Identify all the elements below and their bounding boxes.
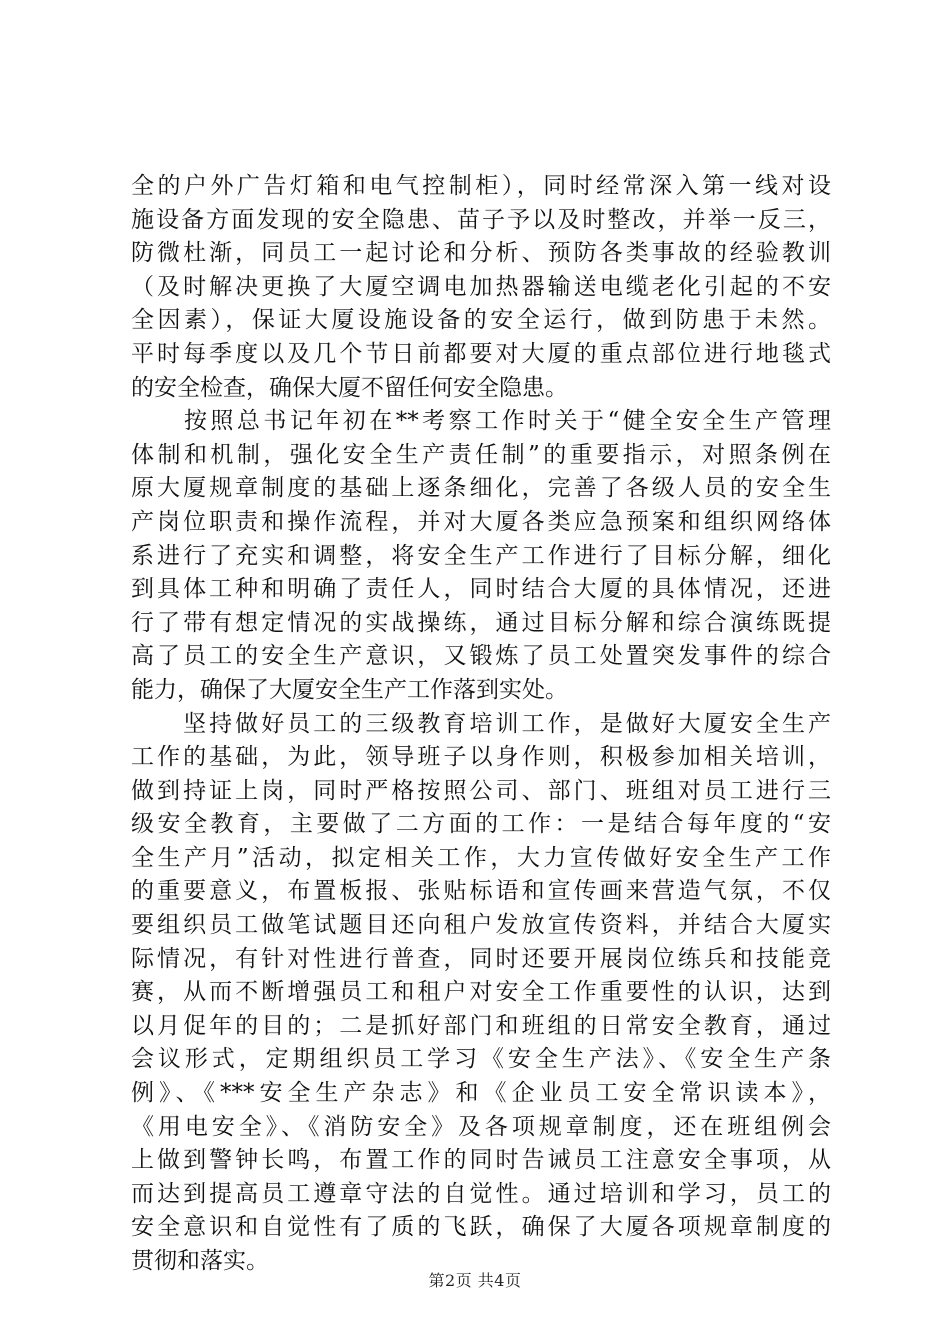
text-line: 贯彻和落实。: [131, 1248, 269, 1274]
page-number: 第2页 共4页: [428, 1271, 522, 1290]
text-line: 全因素），保证大厦设施设备的安全运行，做到防患于未然。: [131, 307, 831, 334]
text-line: 产岗位职责和操作流程，并对大厦各类应急预案和组织网络体: [131, 508, 831, 535]
text-line: 会议形式，定期组织员工学习《安全生产法》、《安全生产条: [131, 1046, 831, 1073]
text-line: 际情况，有针对性进行普查，同时还要开展岗位练兵和技能竞: [131, 945, 831, 972]
text-line: 的安全检查，确保大厦不留任何安全隐患。: [131, 374, 568, 401]
text-line: 全的户外广告灯箱和电气控制柜），同时经常深入第一线对设: [131, 173, 831, 199]
text-line: 赛，从而不断增强员工和租户对安全工作重要性的认识，达到: [131, 979, 831, 1006]
text-line: 行了带有想定情况的实战操练，通过目标分解和综合演练既提: [131, 609, 831, 636]
text-line: 做到持证上岗，同时严格按照公司、部门、班组对员工进行三: [131, 777, 831, 804]
text-line: 安全意识和自觉性有了质的飞跃，确保了大厦各项规章制度的: [131, 1214, 831, 1241]
document-body: [131, 170, 831, 1279]
text-line: 平时每季度以及几个节日前都要对大厦的重点部位进行地毯式: [131, 340, 831, 367]
text-line: 原大厦规章制度的基础上逐条细化，完善了各级人员的安全生: [131, 475, 831, 502]
text-line: 施设备方面发现的安全隐患、苗子予以及时整改，并举一反三，: [131, 206, 831, 233]
text-line: 坚持做好员工的三级教育培训工作，是做好大厦安全生产: [131, 710, 831, 737]
paragraph-facility-safety: [131, 170, 831, 405]
text-line: 而达到提高员工遵章守法的自觉性。通过培训和学习，员工的: [131, 1180, 831, 1207]
text-line: 级安全教育，主要做了二方面的工作：一是结合每年度的“安: [131, 811, 831, 838]
text-line: 《用电安全》、《消防安全》及各项规章制度，还在班组例会: [131, 1113, 831, 1140]
paragraph-training-education: [131, 708, 831, 1279]
text-line: 要组织员工做笔试题目还向租户发放宣传资料，并结合大厦实: [131, 912, 831, 939]
text-line: 按照总书记年初在**考察工作时关于“健全安全生产管理: [131, 408, 831, 435]
text-line: 上做到警钟长鸣，布置工作的同时告诫员工注意安全事项，从: [131, 1147, 831, 1174]
text-line: 全生产月”活动，拟定相关工作，大力宣传做好安全生产工作: [131, 844, 831, 871]
text-line: 防微杜渐，同员工一起讨论和分析、预防各类事故的经验教训: [131, 240, 831, 267]
paragraph-responsibility-system: [131, 405, 831, 707]
text-line: 体制和机制，强化安全生产责任制”的重要指示，对照条例在: [131, 441, 831, 468]
text-line: 工作的基础，为此，领导班子以身作则，积极参加相关培训，: [131, 744, 831, 771]
text-line: 到具体工种和明确了责任人，同时结合大厦的具体情况，还进: [131, 576, 831, 603]
text-line: 高了员工的安全生产意识，又锻炼了员工处置突发事件的综合: [131, 643, 831, 670]
text-line: 以月促年的目的；二是抓好部门和班组的日常安全教育，通过: [131, 1012, 831, 1039]
text-line: 能力，确保了大厦安全生产工作落到实处。: [131, 676, 568, 703]
text-line: （及时解决更换了大厦空调电加热器输送电缆老化引起的不安: [131, 273, 831, 300]
text-line: 的重要意义，布置板报、张贴标语和宣传画来营造气氛，不仅: [131, 878, 831, 905]
text-line: 系进行了充实和调整，将安全生产工作进行了目标分解，细化: [131, 542, 831, 569]
text-line: 例》、《***安全生产杂志》和《企业员工安全常识读本》，: [131, 1080, 831, 1107]
